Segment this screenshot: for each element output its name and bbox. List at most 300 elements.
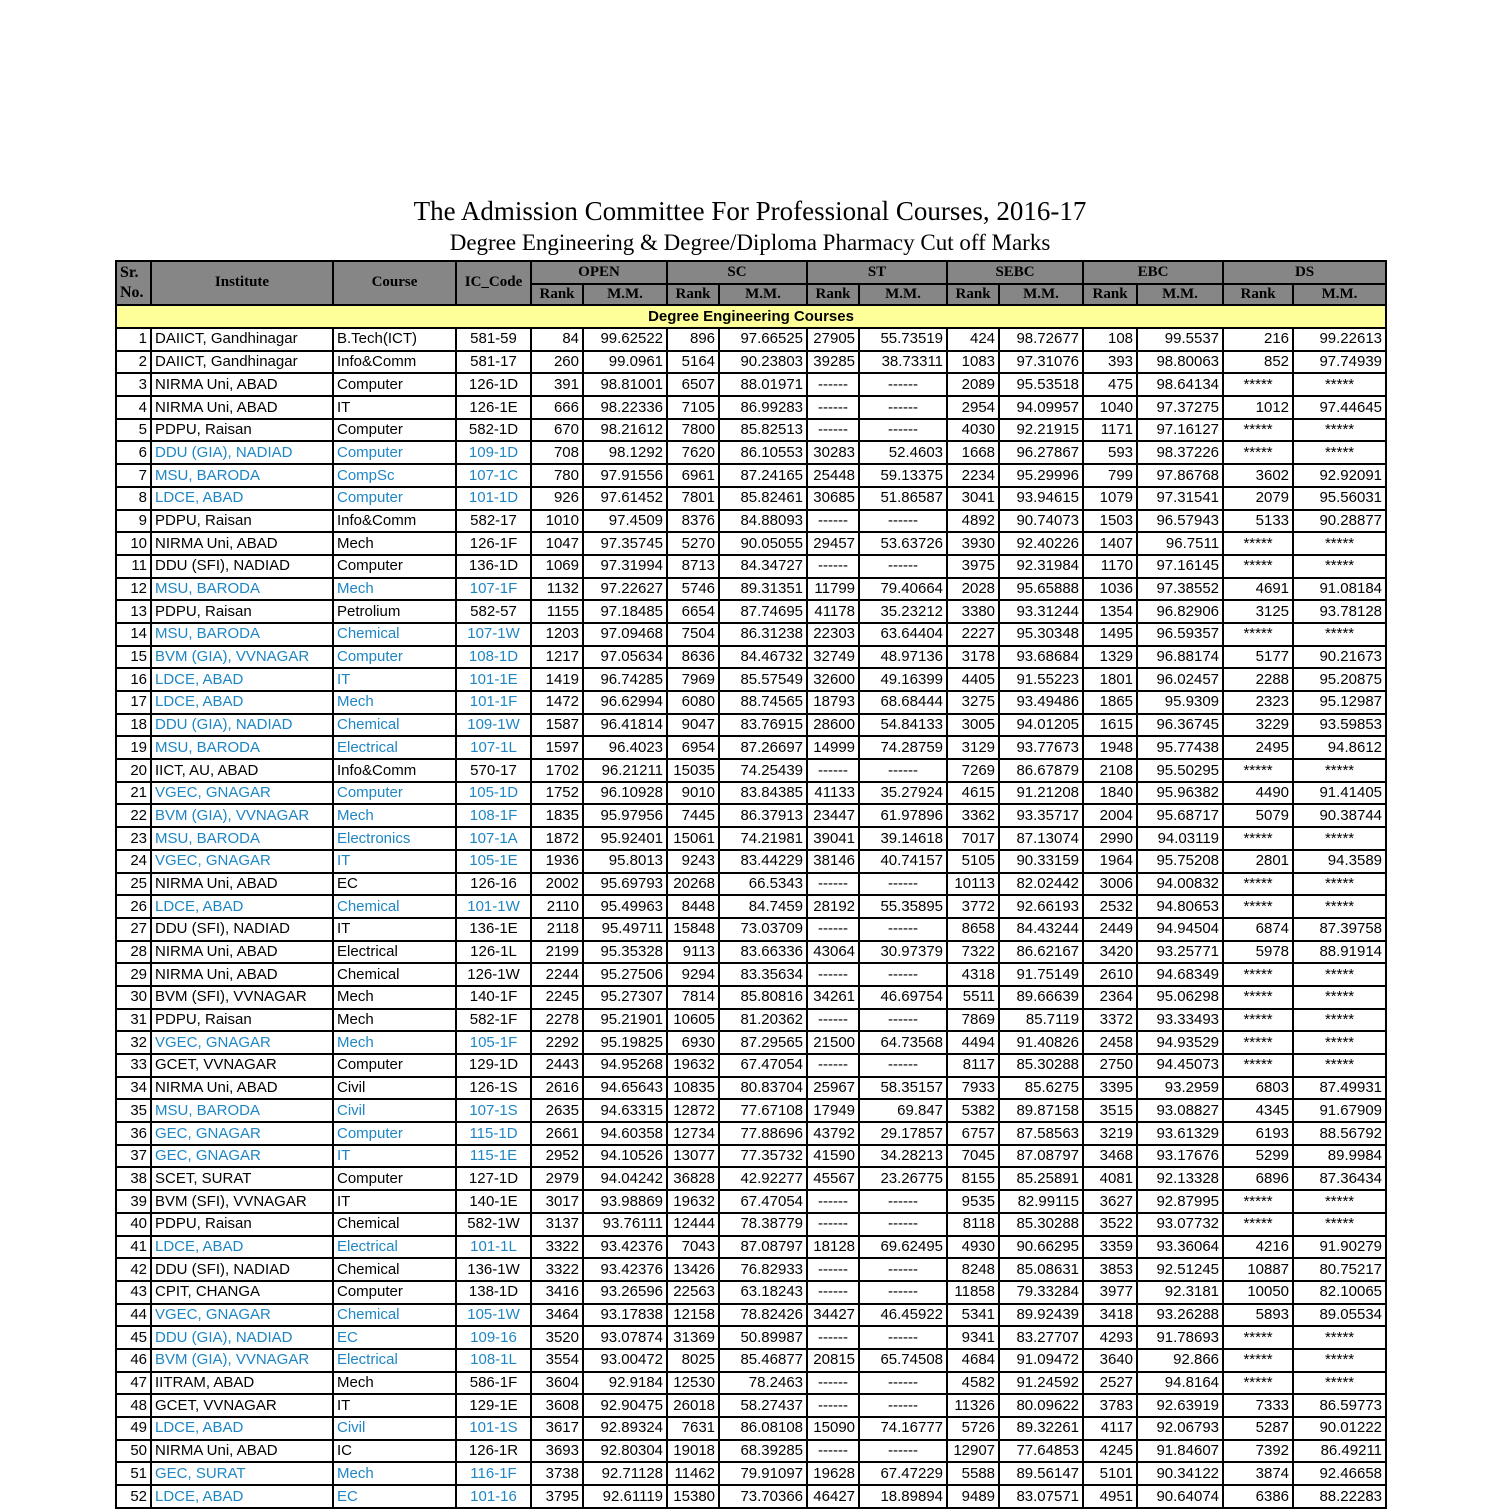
cell-ds-mm: ***** [1293, 1213, 1386, 1236]
cell-institute[interactable]: LDCE, ABAD [151, 1485, 333, 1508]
cell-ic-code[interactable]: 101-1W [456, 895, 531, 918]
cell-ds-rank: ***** [1223, 419, 1293, 442]
cell-institute[interactable]: DDU (GIA), NADIAD [151, 441, 333, 464]
cell-institute[interactable]: BVM (GIA), VVNAGAR [151, 1349, 333, 1372]
cell-open-mm: 96.4023 [583, 736, 667, 759]
cell-institute[interactable]: LDCE, ABAD [151, 487, 333, 510]
cell-open-mm: 93.07874 [583, 1326, 667, 1349]
cell-sc-mm: 74.21981 [719, 827, 807, 850]
cell-st-mm: 64.73568 [859, 1031, 947, 1054]
cell-ic-code: 126-1E [456, 396, 531, 419]
cell-ebc-rank: 475 [1083, 373, 1137, 396]
cell-open-mm: 96.74285 [583, 668, 667, 691]
table-row [116, 986, 1386, 1009]
cell-course[interactable]: Civil [333, 1099, 456, 1122]
cell-institute: NIRMA Uni, ABAD [151, 532, 333, 555]
cell-ds-rank: 5079 [1223, 804, 1293, 827]
cell-open-rank: 3617 [531, 1417, 583, 1440]
cell-institute: NIRMA Uni, ABAD [151, 1077, 333, 1100]
cell-st-rank: ------ [807, 1372, 859, 1395]
cell-ic-code[interactable]: 101-1S [456, 1417, 531, 1440]
cell-course[interactable]: Electrical [333, 1349, 456, 1372]
cell-ic-code[interactable]: 107-1A [456, 827, 531, 850]
cell-open-rank: 3608 [531, 1394, 583, 1417]
cell-ebc-mm: 92.51245 [1137, 1258, 1223, 1281]
cell-ebc-rank: 393 [1083, 351, 1137, 374]
cell-sc-rank: 6080 [667, 691, 719, 714]
cell-institute[interactable]: GEC, GNAGAR [151, 1122, 333, 1145]
cell-sc-rank: 13426 [667, 1258, 719, 1281]
cell-sebc-mm: 91.40826 [999, 1031, 1083, 1054]
cell-institute[interactable]: LDCE, ABAD [151, 668, 333, 691]
cell-ds-mm: 89.9984 [1293, 1145, 1386, 1168]
cell-ebc-rank: 2532 [1083, 895, 1137, 918]
cell-open-mm: 93.76111 [583, 1213, 667, 1236]
cell-sr: 6 [116, 441, 151, 464]
cell-sebc-rank: 7269 [947, 759, 999, 782]
cell-sebc-rank: 9489 [947, 1485, 999, 1508]
header-sc-rank: Rank [667, 284, 719, 305]
cell-ds-mm: ***** [1293, 555, 1386, 578]
cutoff-table [115, 260, 1387, 1509]
cell-course: IC [333, 1440, 456, 1463]
cell-ebc-mm: 97.38552 [1137, 578, 1223, 601]
cell-sebc-rank: 8658 [947, 918, 999, 941]
cell-course[interactable]: Chemical [333, 895, 456, 918]
cell-ic-code: 581-17 [456, 351, 531, 374]
cell-open-rank: 1472 [531, 691, 583, 714]
cell-ebc-mm: 95.96382 [1137, 782, 1223, 805]
cell-st-mm: 68.68444 [859, 691, 947, 714]
cell-institute[interactable]: LDCE, ABAD [151, 1417, 333, 1440]
cell-ic-code[interactable]: 108-1L [456, 1349, 531, 1372]
cell-ebc-rank: 2527 [1083, 1372, 1137, 1395]
cell-sc-rank: 31369 [667, 1326, 719, 1349]
cell-open-rank: 2110 [531, 895, 583, 918]
cell-ic-code: 126-1W [456, 963, 531, 986]
cell-course[interactable]: IT [333, 668, 456, 691]
cell-ds-rank: 216 [1223, 328, 1293, 351]
cell-course[interactable]: Computer [333, 782, 456, 805]
table-row [116, 963, 1386, 986]
cell-ebc-rank: 1948 [1083, 736, 1137, 759]
cell-sr: 42 [116, 1258, 151, 1281]
header-ebc-rank: Rank [1083, 284, 1137, 305]
cell-course[interactable]: Mech [333, 1462, 456, 1485]
cell-ds-mm: ***** [1293, 1009, 1386, 1032]
cell-course[interactable]: Mech [333, 691, 456, 714]
cell-open-mm: 93.42376 [583, 1258, 667, 1281]
cell-sebc-rank: 8155 [947, 1167, 999, 1190]
cell-course[interactable]: EC [333, 1326, 456, 1349]
header-group-sc: SC [667, 261, 807, 284]
cell-course[interactable]: IT [333, 850, 456, 873]
cell-st-mm: ------ [859, 1213, 947, 1236]
cell-course[interactable]: CompSc [333, 464, 456, 487]
cell-ebc-rank: 3853 [1083, 1258, 1137, 1281]
cell-ds-rank: 5177 [1223, 646, 1293, 669]
cell-open-mm: 98.81001 [583, 373, 667, 396]
cell-ds-rank: 4490 [1223, 782, 1293, 805]
cell-ds-mm: 94.8612 [1293, 736, 1386, 759]
cell-ebc-rank: 1329 [1083, 646, 1137, 669]
cell-open-mm: 92.90475 [583, 1394, 667, 1417]
cell-ic-code[interactable]: 101-1L [456, 1236, 531, 1259]
cell-institute[interactable]: VGEC, GNAGAR [151, 850, 333, 873]
cell-sr: 37 [116, 1145, 151, 1168]
table-row [116, 1145, 1386, 1168]
header-st-mm: M.M. [859, 284, 947, 305]
cell-ic-code[interactable]: 109-16 [456, 1326, 531, 1349]
cell-sebc-mm: 85.25891 [999, 1167, 1083, 1190]
cell-course[interactable]: Mech [333, 1031, 456, 1054]
cell-ebc-rank: 2449 [1083, 918, 1137, 941]
cell-institute[interactable]: LDCE, ABAD [151, 1236, 333, 1259]
table-row [116, 487, 1386, 510]
header-sr-no [116, 261, 151, 305]
table-row [116, 691, 1386, 714]
cell-ds-rank: 3125 [1223, 600, 1293, 623]
cell-sebc-mm: 89.92439 [999, 1304, 1083, 1327]
cell-ds-rank: 5299 [1223, 1145, 1293, 1168]
cell-sebc-rank: 10113 [947, 873, 999, 896]
cell-ds-mm: 95.12987 [1293, 691, 1386, 714]
cell-course: Chemical [333, 1258, 456, 1281]
cell-sc-rank: 19632 [667, 1054, 719, 1077]
cell-ds-mm: 80.75217 [1293, 1258, 1386, 1281]
cell-st-mm: 65.74508 [859, 1349, 947, 1372]
cell-sr: 43 [116, 1281, 151, 1304]
cell-sr: 30 [116, 986, 151, 1009]
cell-sebc-rank: 3041 [947, 487, 999, 510]
cell-ic-code[interactable]: 105-1F [456, 1031, 531, 1054]
cell-ds-mm: ***** [1293, 895, 1386, 918]
cell-st-rank: ------ [807, 1326, 859, 1349]
cell-ebc-rank: 3359 [1083, 1236, 1137, 1259]
cell-sebc-mm: 90.74073 [999, 510, 1083, 533]
cell-sc-mm: 77.88696 [719, 1122, 807, 1145]
cell-course: Computer [333, 1281, 456, 1304]
cell-st-rank: 34427 [807, 1304, 859, 1327]
cell-sebc-mm: 93.68684 [999, 646, 1083, 669]
table-row [116, 918, 1386, 941]
cell-st-rank: 43792 [807, 1122, 859, 1145]
cell-ds-rank: ***** [1223, 1213, 1293, 1236]
cell-institute[interactable]: GEC, GNAGAR [151, 1145, 333, 1168]
cell-institute[interactable]: MSU, BARODA [151, 464, 333, 487]
cell-ic-code[interactable]: 105-1D [456, 782, 531, 805]
cell-course[interactable]: Chemical [333, 714, 456, 737]
cell-ic-code[interactable]: 101-1F [456, 691, 531, 714]
cell-course[interactable]: Computer [333, 646, 456, 669]
cell-sc-rank: 7814 [667, 986, 719, 1009]
cell-ic-code[interactable]: 101-1E [456, 668, 531, 691]
cell-sebc-rank: 5341 [947, 1304, 999, 1327]
cell-institute[interactable]: MSU, BARODA [151, 1099, 333, 1122]
cell-st-rank: ------ [807, 1258, 859, 1281]
cell-ds-mm: ***** [1293, 873, 1386, 896]
cell-institute[interactable]: VGEC, GNAGAR [151, 782, 333, 805]
cell-ic-code[interactable]: 116-1F [456, 1462, 531, 1485]
cell-ic-code[interactable]: 107-1C [456, 464, 531, 487]
cell-ds-rank: 5893 [1223, 1304, 1293, 1327]
cell-open-rank: 1597 [531, 736, 583, 759]
cell-institute[interactable]: MSU, BARODA [151, 736, 333, 759]
cell-st-mm: 74.16777 [859, 1417, 947, 1440]
header-ds-rank: Rank [1223, 284, 1293, 305]
cell-st-rank: 34261 [807, 986, 859, 1009]
cell-ebc-mm: 94.45073 [1137, 1054, 1223, 1077]
cell-ebc-mm: 93.2959 [1137, 1077, 1223, 1100]
cell-ds-rank: 7392 [1223, 1440, 1293, 1463]
cell-ebc-mm: 93.26288 [1137, 1304, 1223, 1327]
table-row [116, 1349, 1386, 1372]
cell-st-rank: 25967 [807, 1077, 859, 1100]
table-row [116, 1236, 1386, 1259]
cell-sc-mm: 73.03709 [719, 918, 807, 941]
cell-ds-rank: 3874 [1223, 1462, 1293, 1485]
cell-ds-mm: 90.28877 [1293, 510, 1386, 533]
cell-st-rank: 11799 [807, 578, 859, 601]
cell-sc-mm: 63.18243 [719, 1281, 807, 1304]
cell-ds-mm: ***** [1293, 373, 1386, 396]
cell-sc-mm: 80.83704 [719, 1077, 807, 1100]
cell-ic-code: 126-1L [456, 941, 531, 964]
cell-sebc-rank: 3275 [947, 691, 999, 714]
cell-institute[interactable]: VGEC, GNAGAR [151, 1304, 333, 1327]
cell-course[interactable]: Computer [333, 487, 456, 510]
cell-ebc-rank: 1503 [1083, 510, 1137, 533]
header-sr-line2: No. [120, 284, 144, 301]
cell-sc-mm: 76.82933 [719, 1258, 807, 1281]
cell-institute[interactable]: VGEC, GNAGAR [151, 1031, 333, 1054]
cell-course: Info&Comm [333, 759, 456, 782]
cell-sebc-rank: 4582 [947, 1372, 999, 1395]
cell-sebc-rank: 424 [947, 328, 999, 351]
cell-institute[interactable]: LDCE, ABAD [151, 691, 333, 714]
cell-sc-mm: 42.92277 [719, 1167, 807, 1190]
cell-sebc-rank: 2089 [947, 373, 999, 396]
cell-ic-code[interactable]: 101-16 [456, 1485, 531, 1508]
cell-st-rank: 43064 [807, 941, 859, 964]
cell-st-mm: 46.45922 [859, 1304, 947, 1327]
cell-ebc-mm: 91.78693 [1137, 1326, 1223, 1349]
cell-ic-code[interactable]: 108-1F [456, 804, 531, 827]
cell-sc-mm: 83.66336 [719, 941, 807, 964]
cell-course: Chemical [333, 1213, 456, 1236]
cell-open-rank: 391 [531, 373, 583, 396]
cell-ic-code[interactable]: 115-1D [456, 1122, 531, 1145]
cell-sc-mm: 74.25439 [719, 759, 807, 782]
cell-ds-rank: ***** [1223, 1031, 1293, 1054]
cell-institute[interactable]: MSU, BARODA [151, 827, 333, 850]
cell-institute[interactable]: LDCE, ABAD [151, 895, 333, 918]
cell-open-rank: 260 [531, 351, 583, 374]
cell-course[interactable]: Chemical [333, 1304, 456, 1327]
cell-ebc-rank: 3977 [1083, 1281, 1137, 1304]
cell-ic-code[interactable]: 107-1L [456, 736, 531, 759]
cell-ic-code[interactable]: 109-1D [456, 441, 531, 464]
cell-open-rank: 3017 [531, 1190, 583, 1213]
cell-ebc-mm: 94.93529 [1137, 1031, 1223, 1054]
cell-ic-code[interactable]: 105-1E [456, 850, 531, 873]
header-sebc-mm: M.M. [999, 284, 1083, 305]
cell-ic-code: 138-1D [456, 1281, 531, 1304]
cell-st-rank: ------ [807, 373, 859, 396]
cell-sebc-mm: 80.09622 [999, 1394, 1083, 1417]
cell-ds-mm: 91.90279 [1293, 1236, 1386, 1259]
cell-ic-code[interactable]: 101-1D [456, 487, 531, 510]
cell-ebc-rank: 3783 [1083, 1394, 1137, 1417]
cell-course[interactable]: Computer [333, 1122, 456, 1145]
cell-open-rank: 1419 [531, 668, 583, 691]
cell-institute: PDPU, Raisan [151, 600, 333, 623]
cell-sebc-rank: 3362 [947, 804, 999, 827]
cell-course[interactable]: Electronics [333, 827, 456, 850]
cell-ds-mm: ***** [1293, 623, 1386, 646]
cell-ic-code[interactable]: 105-1W [456, 1304, 531, 1327]
cell-sr: 51 [116, 1462, 151, 1485]
cell-st-mm: ------ [859, 1054, 947, 1077]
cell-sebc-mm: 82.02442 [999, 873, 1083, 896]
cell-course: Petrolium [333, 600, 456, 623]
cell-ds-mm: ***** [1293, 1054, 1386, 1077]
cell-sc-mm: 86.08108 [719, 1417, 807, 1440]
cell-ic-code: 581-59 [456, 328, 531, 351]
cell-ebc-mm: 92.13328 [1137, 1167, 1223, 1190]
cell-sr: 2 [116, 351, 151, 374]
cell-course[interactable]: Electrical [333, 1236, 456, 1259]
cell-sc-mm: 83.44229 [719, 850, 807, 873]
cell-sr: 4 [116, 396, 151, 419]
cell-institute[interactable]: MSU, BARODA [151, 578, 333, 601]
cell-ebc-rank: 2364 [1083, 986, 1137, 1009]
cell-open-mm: 95.49711 [583, 918, 667, 941]
cell-ebc-rank: 1079 [1083, 487, 1137, 510]
cell-ds-mm: 82.10065 [1293, 1281, 1386, 1304]
cell-sr: 48 [116, 1394, 151, 1417]
cell-ic-code[interactable]: 109-1W [456, 714, 531, 737]
cell-sebc-rank: 4684 [947, 1349, 999, 1372]
cell-open-mm: 95.92401 [583, 827, 667, 850]
table-row [116, 736, 1386, 759]
cell-st-mm: 39.14618 [859, 827, 947, 850]
cell-sebc-mm: 91.24592 [999, 1372, 1083, 1395]
cell-institute[interactable]: BVM (GIA), VVNAGAR [151, 804, 333, 827]
cell-sebc-rank: 7869 [947, 1009, 999, 1032]
cell-st-mm: ------ [859, 759, 947, 782]
cell-ebc-rank: 4951 [1083, 1485, 1137, 1508]
cell-sebc-rank: 4615 [947, 782, 999, 805]
cell-sebc-rank: 4930 [947, 1236, 999, 1259]
cell-open-mm: 95.19825 [583, 1031, 667, 1054]
cell-open-mm: 92.61119 [583, 1485, 667, 1508]
cell-institute[interactable]: DDU (GIA), NADIAD [151, 1326, 333, 1349]
cell-ic-code[interactable]: 107-1W [456, 623, 531, 646]
cell-ic-code: 582-1W [456, 1213, 531, 1236]
cell-institute: PDPU, Raisan [151, 1213, 333, 1236]
cell-ebc-rank: 3515 [1083, 1099, 1137, 1122]
cell-institute: NIRMA Uni, ABAD [151, 963, 333, 986]
cell-ds-mm: 97.74939 [1293, 351, 1386, 374]
cell-institute: DAIICT, Gandhinagar [151, 328, 333, 351]
cell-sebc-rank: 3975 [947, 555, 999, 578]
cell-institute[interactable]: DDU (GIA), NADIAD [151, 714, 333, 737]
cell-ic-code[interactable]: 107-1S [456, 1099, 531, 1122]
cell-ds-mm: 91.67909 [1293, 1099, 1386, 1122]
cell-ebc-rank: 2990 [1083, 827, 1137, 850]
cell-open-mm: 99.0961 [583, 351, 667, 374]
table-row [116, 850, 1386, 873]
cell-ebc-mm: 95.68717 [1137, 804, 1223, 827]
cell-course[interactable]: Electrical [333, 736, 456, 759]
cell-ds-rank: ***** [1223, 963, 1293, 986]
cell-sebc-mm: 93.77673 [999, 736, 1083, 759]
cell-st-mm: ------ [859, 1281, 947, 1304]
cell-st-mm: 67.47229 [859, 1462, 947, 1485]
cell-sc-rank: 9010 [667, 782, 719, 805]
cell-sebc-rank: 3005 [947, 714, 999, 737]
cell-st-mm: 18.89894 [859, 1485, 947, 1508]
cell-open-rank: 2979 [531, 1167, 583, 1190]
cell-sr: 7 [116, 464, 151, 487]
cell-course[interactable]: Computer [333, 441, 456, 464]
cell-ebc-mm: 97.16127 [1137, 419, 1223, 442]
table-row [116, 510, 1386, 533]
cell-ds-rank: 6803 [1223, 1077, 1293, 1100]
cell-course[interactable]: EC [333, 1485, 456, 1508]
cell-st-mm: ------ [859, 1326, 947, 1349]
cell-ds-rank: ***** [1223, 986, 1293, 1009]
cell-st-rank: ------ [807, 1190, 859, 1213]
cell-course[interactable]: Civil [333, 1417, 456, 1440]
cell-sc-rank: 12872 [667, 1099, 719, 1122]
cell-ebc-mm: 92.866 [1137, 1349, 1223, 1372]
cell-st-rank: 41590 [807, 1145, 859, 1168]
cell-sc-rank: 10835 [667, 1077, 719, 1100]
cell-sc-rank: 6930 [667, 1031, 719, 1054]
cell-sebc-mm: 92.66193 [999, 895, 1083, 918]
cell-course[interactable]: IT [333, 1145, 456, 1168]
cell-open-rank: 3604 [531, 1372, 583, 1395]
cell-sr: 10 [116, 532, 151, 555]
cell-ic-code[interactable]: 108-1D [456, 646, 531, 669]
cell-ic-code[interactable]: 115-1E [456, 1145, 531, 1168]
cell-ic-code[interactable]: 107-1F [456, 578, 531, 601]
cell-institute[interactable]: GEC, SURAT [151, 1462, 333, 1485]
cell-sebc-mm: 95.53518 [999, 373, 1083, 396]
cell-sc-mm: 50.89987 [719, 1326, 807, 1349]
table-row [116, 873, 1386, 896]
page-title: The Admission Committee For Professional Courses, 2016-17 [413, 196, 1087, 226]
cell-sc-mm: 67.47054 [719, 1054, 807, 1077]
cell-sr: 14 [116, 623, 151, 646]
cell-open-mm: 99.62522 [583, 328, 667, 351]
cell-course[interactable]: Chemical [333, 623, 456, 646]
cell-institute: PDPU, Raisan [151, 1009, 333, 1032]
cell-st-rank: ------ [807, 873, 859, 896]
cell-course[interactable]: Mech [333, 578, 456, 601]
cell-institute[interactable]: BVM (GIA), VVNAGAR [151, 646, 333, 669]
cell-st-mm: ------ [859, 918, 947, 941]
cell-sebc-rank: 7045 [947, 1145, 999, 1168]
cell-ebc-mm: 93.36064 [1137, 1236, 1223, 1259]
cell-course[interactable]: Mech [333, 804, 456, 827]
cell-st-rank: 14999 [807, 736, 859, 759]
cell-institute[interactable]: MSU, BARODA [151, 623, 333, 646]
cell-sc-mm: 88.01971 [719, 373, 807, 396]
cell-institute: BVM (SFI), VVNAGAR [151, 986, 333, 1009]
